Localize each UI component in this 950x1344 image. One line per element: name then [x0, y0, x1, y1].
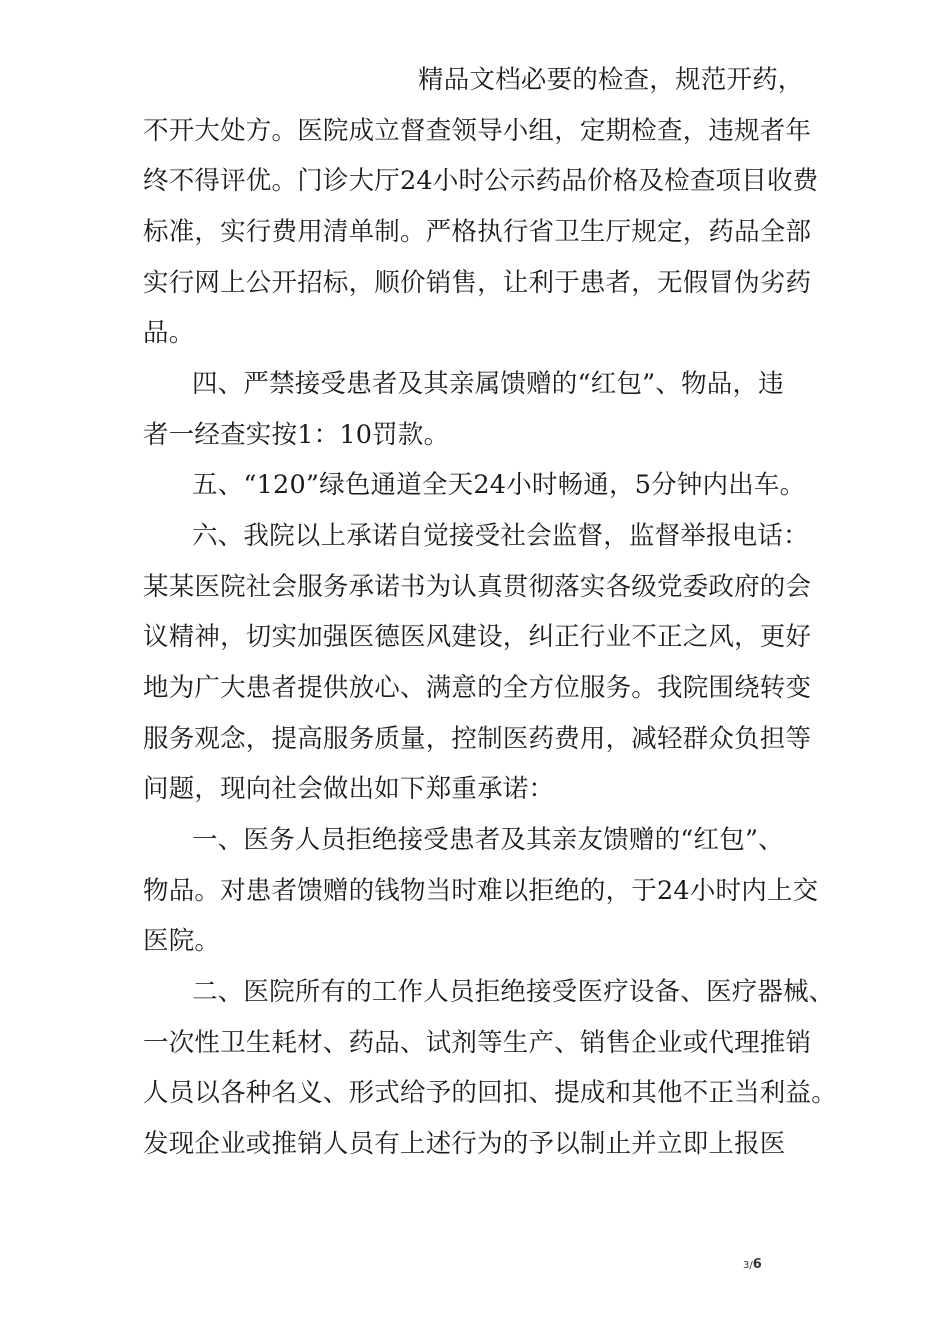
text-line: 议精神，切实加强医德医风建设，纠正行业不正之风，更好: [143, 622, 812, 652]
page-current: 3/: [743, 1260, 753, 1271]
text-line: 一、医务人员拒绝接受患者及其亲友馈赠的“红包”、: [192, 825, 784, 855]
page-number: [743, 1257, 762, 1272]
text-line: 精品文档必要的检查，规范开药，: [418, 65, 804, 95]
text-line: 地为广大患者提供放心、满意的全方位服务。我院围绕转变: [143, 673, 812, 703]
page-total: 6: [752, 1257, 762, 1272]
text-line: 一次性卫生耗材、药品、试剂等生产、销售企业或代理推销: [143, 1028, 812, 1058]
text-line: 者一经查实按1：10罚款。: [143, 420, 450, 450]
text-line: 服务观念，提高服务质量，控制医药费用，减轻群众负担等: [143, 724, 812, 754]
text-line: 问题，现向社会做出如下郑重承诺：: [143, 774, 555, 804]
text-line: 标准，实行费用清单制。严格执行省卫生厅规定，药品全部: [143, 217, 812, 247]
text-line: 不开大处方。医院成立督查领导小组，定期检查，违规者年: [143, 116, 812, 146]
text-line: 实行网上公开招标，顺价销售，让利于患者，无假冒伪劣药: [143, 268, 812, 298]
text-line: 六、我院以上承诺自觉接受社会监督，监督举报电话：: [192, 521, 809, 551]
text-line: 四、严禁接受患者及其亲属馈赠的“红包”、物品，违: [192, 369, 784, 399]
text-line: 发现企业或推销人员有上述行为的予以制止并立即上报医: [143, 1129, 786, 1159]
text-line: 品。: [143, 318, 195, 348]
text-line: 医院。: [143, 926, 221, 956]
text-line: 五、“120”绿色通道全天24小时畅通，5分钟内出车。: [192, 470, 806, 500]
text-line: 二、医院所有的工作人员拒绝接受医疗设备、医疗器械、: [192, 977, 835, 1007]
text-line: 人员以各种名义、形式给予的回扣、提成和其他不正当利益。: [143, 1078, 837, 1108]
text-line: 终不得评优。门诊大厅24小时公示药品价格及检查项目收费: [143, 166, 819, 196]
text-line: 物品。对患者馈赠的钱物当时难以拒绝的，于24小时内上交: [143, 876, 819, 906]
text-line: 某某医院社会服务承诺书为认真贯彻落实各级党委政府的会: [143, 572, 812, 602]
